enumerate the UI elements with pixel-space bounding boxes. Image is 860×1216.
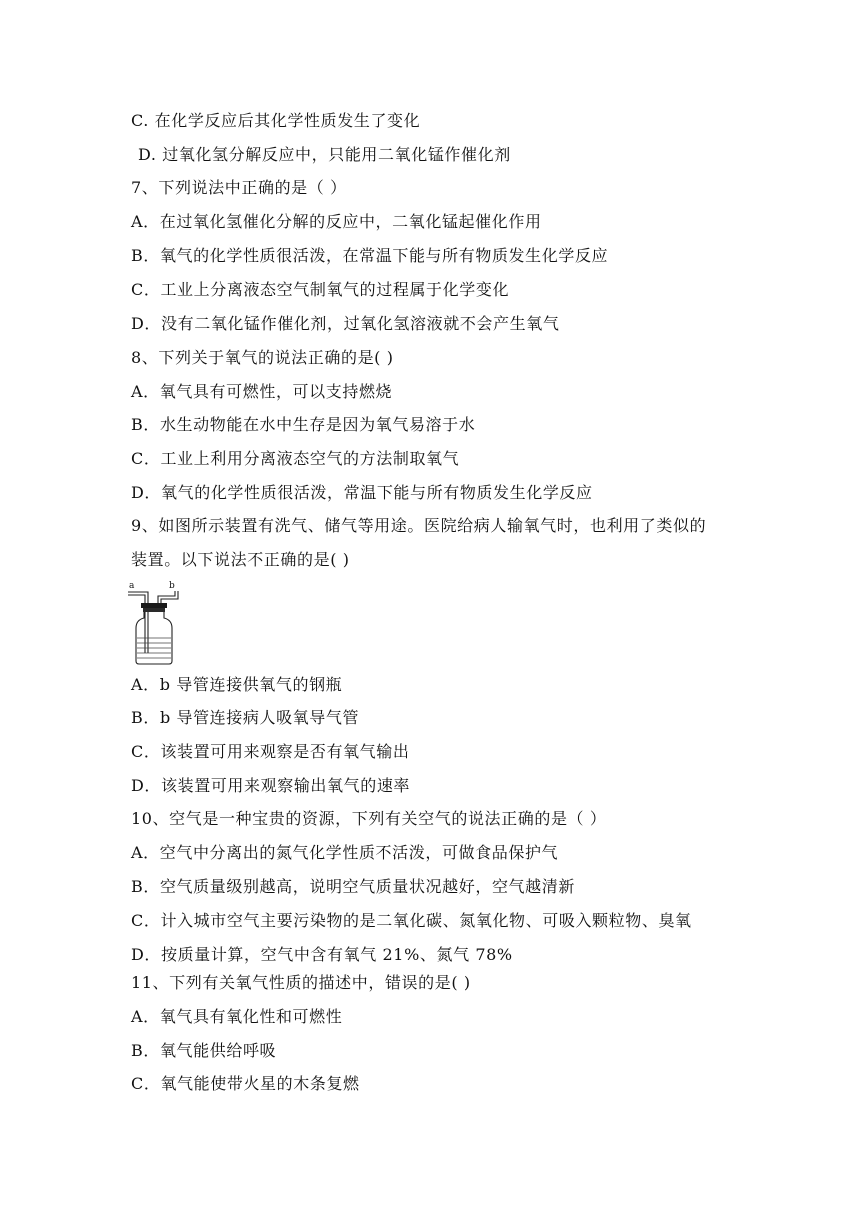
q9-option-c: C．该装置可用来观察是否有氧气输出	[131, 742, 410, 761]
liquid	[137, 638, 171, 658]
q7-option-b: B．氧气的化学性质很活泼，在常温下能与所有物质发生化学反应	[131, 246, 609, 265]
tube-a-label: a	[129, 581, 135, 591]
q8-option-b: B．水生动物能在水中生存是因为氧气易溶于水	[131, 415, 476, 434]
q7-option-d: D．没有二氧化锰作催化剂，过氧化氢溶液就不会产生氧气	[131, 314, 560, 333]
q9-option-a: A．b 导管连接供氧气的钢瓶	[131, 675, 343, 694]
question-8: 8、下列关于氧气的说法正确的是( )	[131, 348, 394, 367]
q11-option-c: C．氧气能使带火星的木条复燃	[131, 1074, 360, 1093]
q9-option-b: B．b 导管连接病人吸氧导气管	[131, 708, 360, 727]
q7-option-c: C．工业上分离液态空气制氧气的过程属于化学变化	[131, 280, 510, 299]
question-11: 11、下列有关氧气性质的描述中，错误的是( )	[131, 973, 471, 992]
tube-b-label: b	[169, 581, 175, 591]
question-10: 10、空气是一种宝贵的资源，下列有关空气的说法正确的是（ ）	[131, 809, 607, 828]
q11-option-a: A．氧气具有氧化性和可燃性	[131, 1007, 343, 1026]
question-9: 9、如图所示装置有洗气、储气等用途。医院给病人输氧气时，也利用了类似的	[131, 516, 707, 535]
q6-option-c: C. 在化学反应后其化学性质发生了变化	[131, 111, 421, 130]
q7-option-a: A．在过氧化氢催化分解的反应中，二氧化锰起催化作用	[131, 212, 542, 231]
q8-option-d: D．氧气的化学性质很活泼，常温下能与所有物质发生化学反应	[131, 483, 593, 502]
q9-option-d: D．该装置可用来观察输出氧气的速率	[131, 776, 411, 795]
question-9-continued: 装置。以下说法不正确的是( )	[131, 550, 350, 569]
stopper	[143, 608, 165, 612]
tube-a	[128, 592, 148, 653]
q8-option-c: C．工业上利用分离液态空气的方法制取氧气	[131, 449, 460, 468]
q10-option-d: D．按质量计算，空气中含有氧气 21%、氮气 78%	[131, 945, 513, 964]
q8-option-a: A．氧气具有可燃性，可以支持燃烧	[131, 382, 393, 401]
q10-option-b: B．空气质量级别越高，说明空气质量状况越好，空气越清新	[131, 877, 575, 896]
question-7: 7、下列说法中正确的是（ ）	[131, 178, 347, 197]
q10-option-c: C．计入城市空气主要污染物的是二氧化碳、氮氧化物、可吸入颗粒物、臭氧	[131, 911, 692, 930]
q10-option-a: A．空气中分离出的氮气化学性质不活泼，可做食品保护气	[131, 843, 559, 862]
stopper-top	[141, 603, 167, 608]
gas-washing-bottle-figure	[126, 578, 182, 666]
q11-option-b: B．氧气能供给呼吸	[131, 1041, 277, 1060]
q6-option-d: D. 过氧化氢分解反应中，只能用二氧化锰作催化剂	[138, 145, 511, 164]
